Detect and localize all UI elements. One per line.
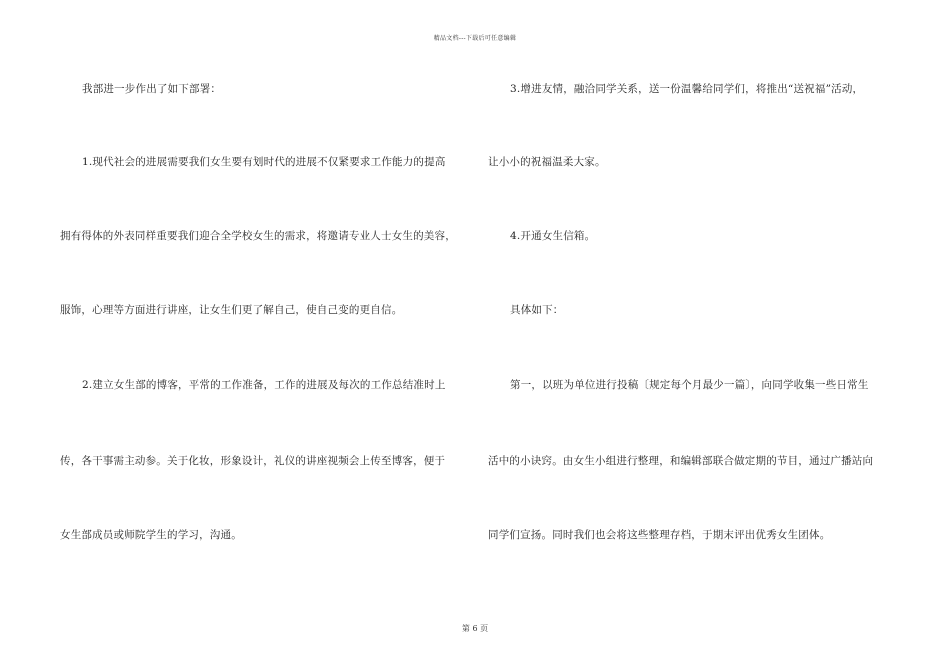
text-line: 4.开通女生信箱。 bbox=[510, 230, 596, 242]
text-line: 让小小的祝福温柔大家。 bbox=[488, 156, 606, 168]
right-column bbox=[488, 0, 896, 672]
left-column bbox=[60, 0, 470, 672]
text-line: 1.现代社会的进展需要我们女生要有划时代的进展不仅紧要求工作能力的提高 bbox=[82, 156, 446, 168]
text-line: 3.增进友情，融洽同学关系，送一份温馨给同学们，将推出“送祝福”活动， bbox=[510, 83, 864, 95]
text-line: 活中的小诀窍。由女生小组进行整理，和编辑部联合做定期的节目，通过广播站向 bbox=[488, 455, 874, 467]
text-line: 具体如下： bbox=[510, 304, 564, 316]
text-line: 传，各干事需主动参。关于化妆，形象设计，礼仪的讲座视频会上传至博客，便于 bbox=[60, 455, 446, 467]
page-number: 第 6 页 bbox=[461, 624, 489, 633]
text-line: 第一，以班为单位进行投稿〔规定每个月最少一篇〕，向同学收集一些日常生 bbox=[510, 379, 869, 391]
text-line: 2.建立女生部的博客，平常的工作准备，工作的进展及每次的工作总结准时上 bbox=[82, 379, 446, 391]
text-line: 同学们宣扬。同时我们也会将这些整理存档，于期末评出优秀女生团体。 bbox=[488, 529, 831, 541]
page-header: 精品文档---下载后可任意编辑 bbox=[433, 35, 517, 42]
text-line: 拥有得体的外表同样重要我们迎合全学校女生的需求，将邀请专业人士女生的美容， bbox=[60, 230, 456, 242]
text-line: 我部进一步作出了如下部署： bbox=[82, 83, 222, 95]
text-line: 服饰，心理等方面进行讲座，让女生们更了解自己，使自己变的更自信。 bbox=[60, 304, 403, 316]
text-line: 女生部成员或师院学生的学习，沟通。 bbox=[60, 529, 242, 541]
